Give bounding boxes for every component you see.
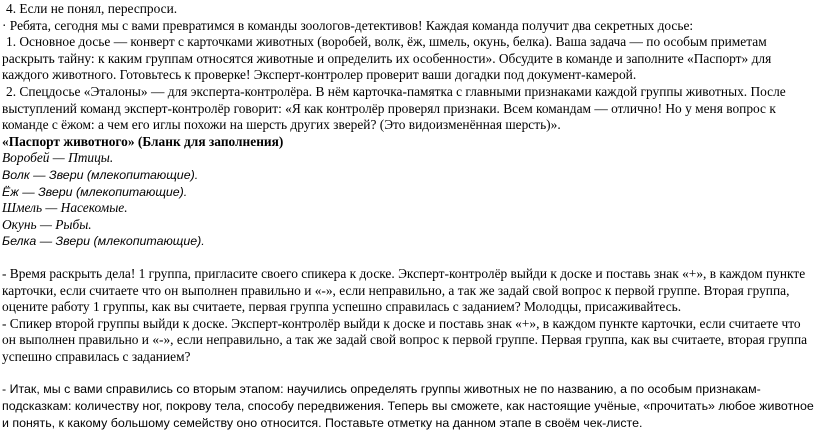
passport-item-hedgehog: Ёж — Звери (млекопитающие). (2, 184, 188, 199)
review-group-2-paragraph: - Спикер второй группы выйди к доске. Эксперт-контролёр выйди к доске и поставь знак «+», в каждом пункте карточки, если считаете что он выполнен правильно и «-», если неправильно, а так же задай свой вопрос к первой группе. Первая группа, как вы считаете, вторая группа успешно справилась с заданием? (2, 315, 808, 364)
passport-item-perch: Окунь — Рыбы. (2, 216, 92, 232)
dossier-1-paragraph: 1. Основное досье — конверт с карточками животных (воробей, волк, ёж, шмель, окунь, белка). Ваша задача — по особым приметам раскрыть тайну: к каким группам относятся животные и определить их особенности». Обсудите в команде и заполните «Паспорт» для каждого животного. Готовьтесь к проверке! Эксперт-контролер проверит ваши догадки под документ-камерой. (2, 34, 772, 83)
passport-item-squirrel: Белка — Звери (млекопитающие). (2, 234, 205, 249)
spacer (2, 365, 816, 381)
review-group-1-paragraph: - Время раскрыть дела! 1 группа, пригласите своего спикера к доске. Эксперт-контролёр выйди к доске и поставь знак «+», в каждом пункте карточки, если считаете что он выполнен правильно и «-», если неправильно, а так же задай свой вопрос к первой группе. Вторая группа, оцените работу 1 группы, как вы считаете, первая группа успешно справилась с заданием? Молодцы, присаживайтесь. (2, 265, 806, 315)
passport-item-sparrow: Воробей — Птицы. (2, 150, 114, 166)
intro-line: · Ребята, сегодня мы с вами превратимся в команды зоологов-детективов! Каждая команда получит два секретных досье: (2, 17, 694, 33)
passport-item-wolf: Волк — Звери (млекопитающие). (2, 167, 199, 182)
passport-item-bumblebee: Шмель — Насекомые. (2, 200, 128, 216)
summary-paragraph: - Итак, мы с вами справились со вторым этапом: научились определять группы животных не по названию, а по особым признакам-подсказкам: количеству ног, покрову тела, способу передвижения. Теперь вы сможете, как настоящие учёные, «прочитать» любое животное и понять, к какому большому семейству оно относится. Поставьте отметку на данном этапе в своём чек-листе. (2, 382, 814, 430)
passport-title: «Паспорт животного» (Бланк для заполнения) (2, 133, 284, 149)
dossier-2-paragraph: 2. Спецдосье «Эталоны» — для эксперта-контролёра. В нём карточка-памятка с главными признаками каждой группы животных. После выступлений команд эксперт-контролёр говорит: «Я как контролёр проверял признаки. Всем командам — отлично! Но у меня вопрос к команде с ёжом: а чем его иглы похожи на шерсть других зверей? (Это видоизменённая шерсть)». (2, 83, 786, 133)
step-4-line: 4. Если не понял, переспроси. (6, 1, 178, 16)
spacer (2, 250, 816, 266)
